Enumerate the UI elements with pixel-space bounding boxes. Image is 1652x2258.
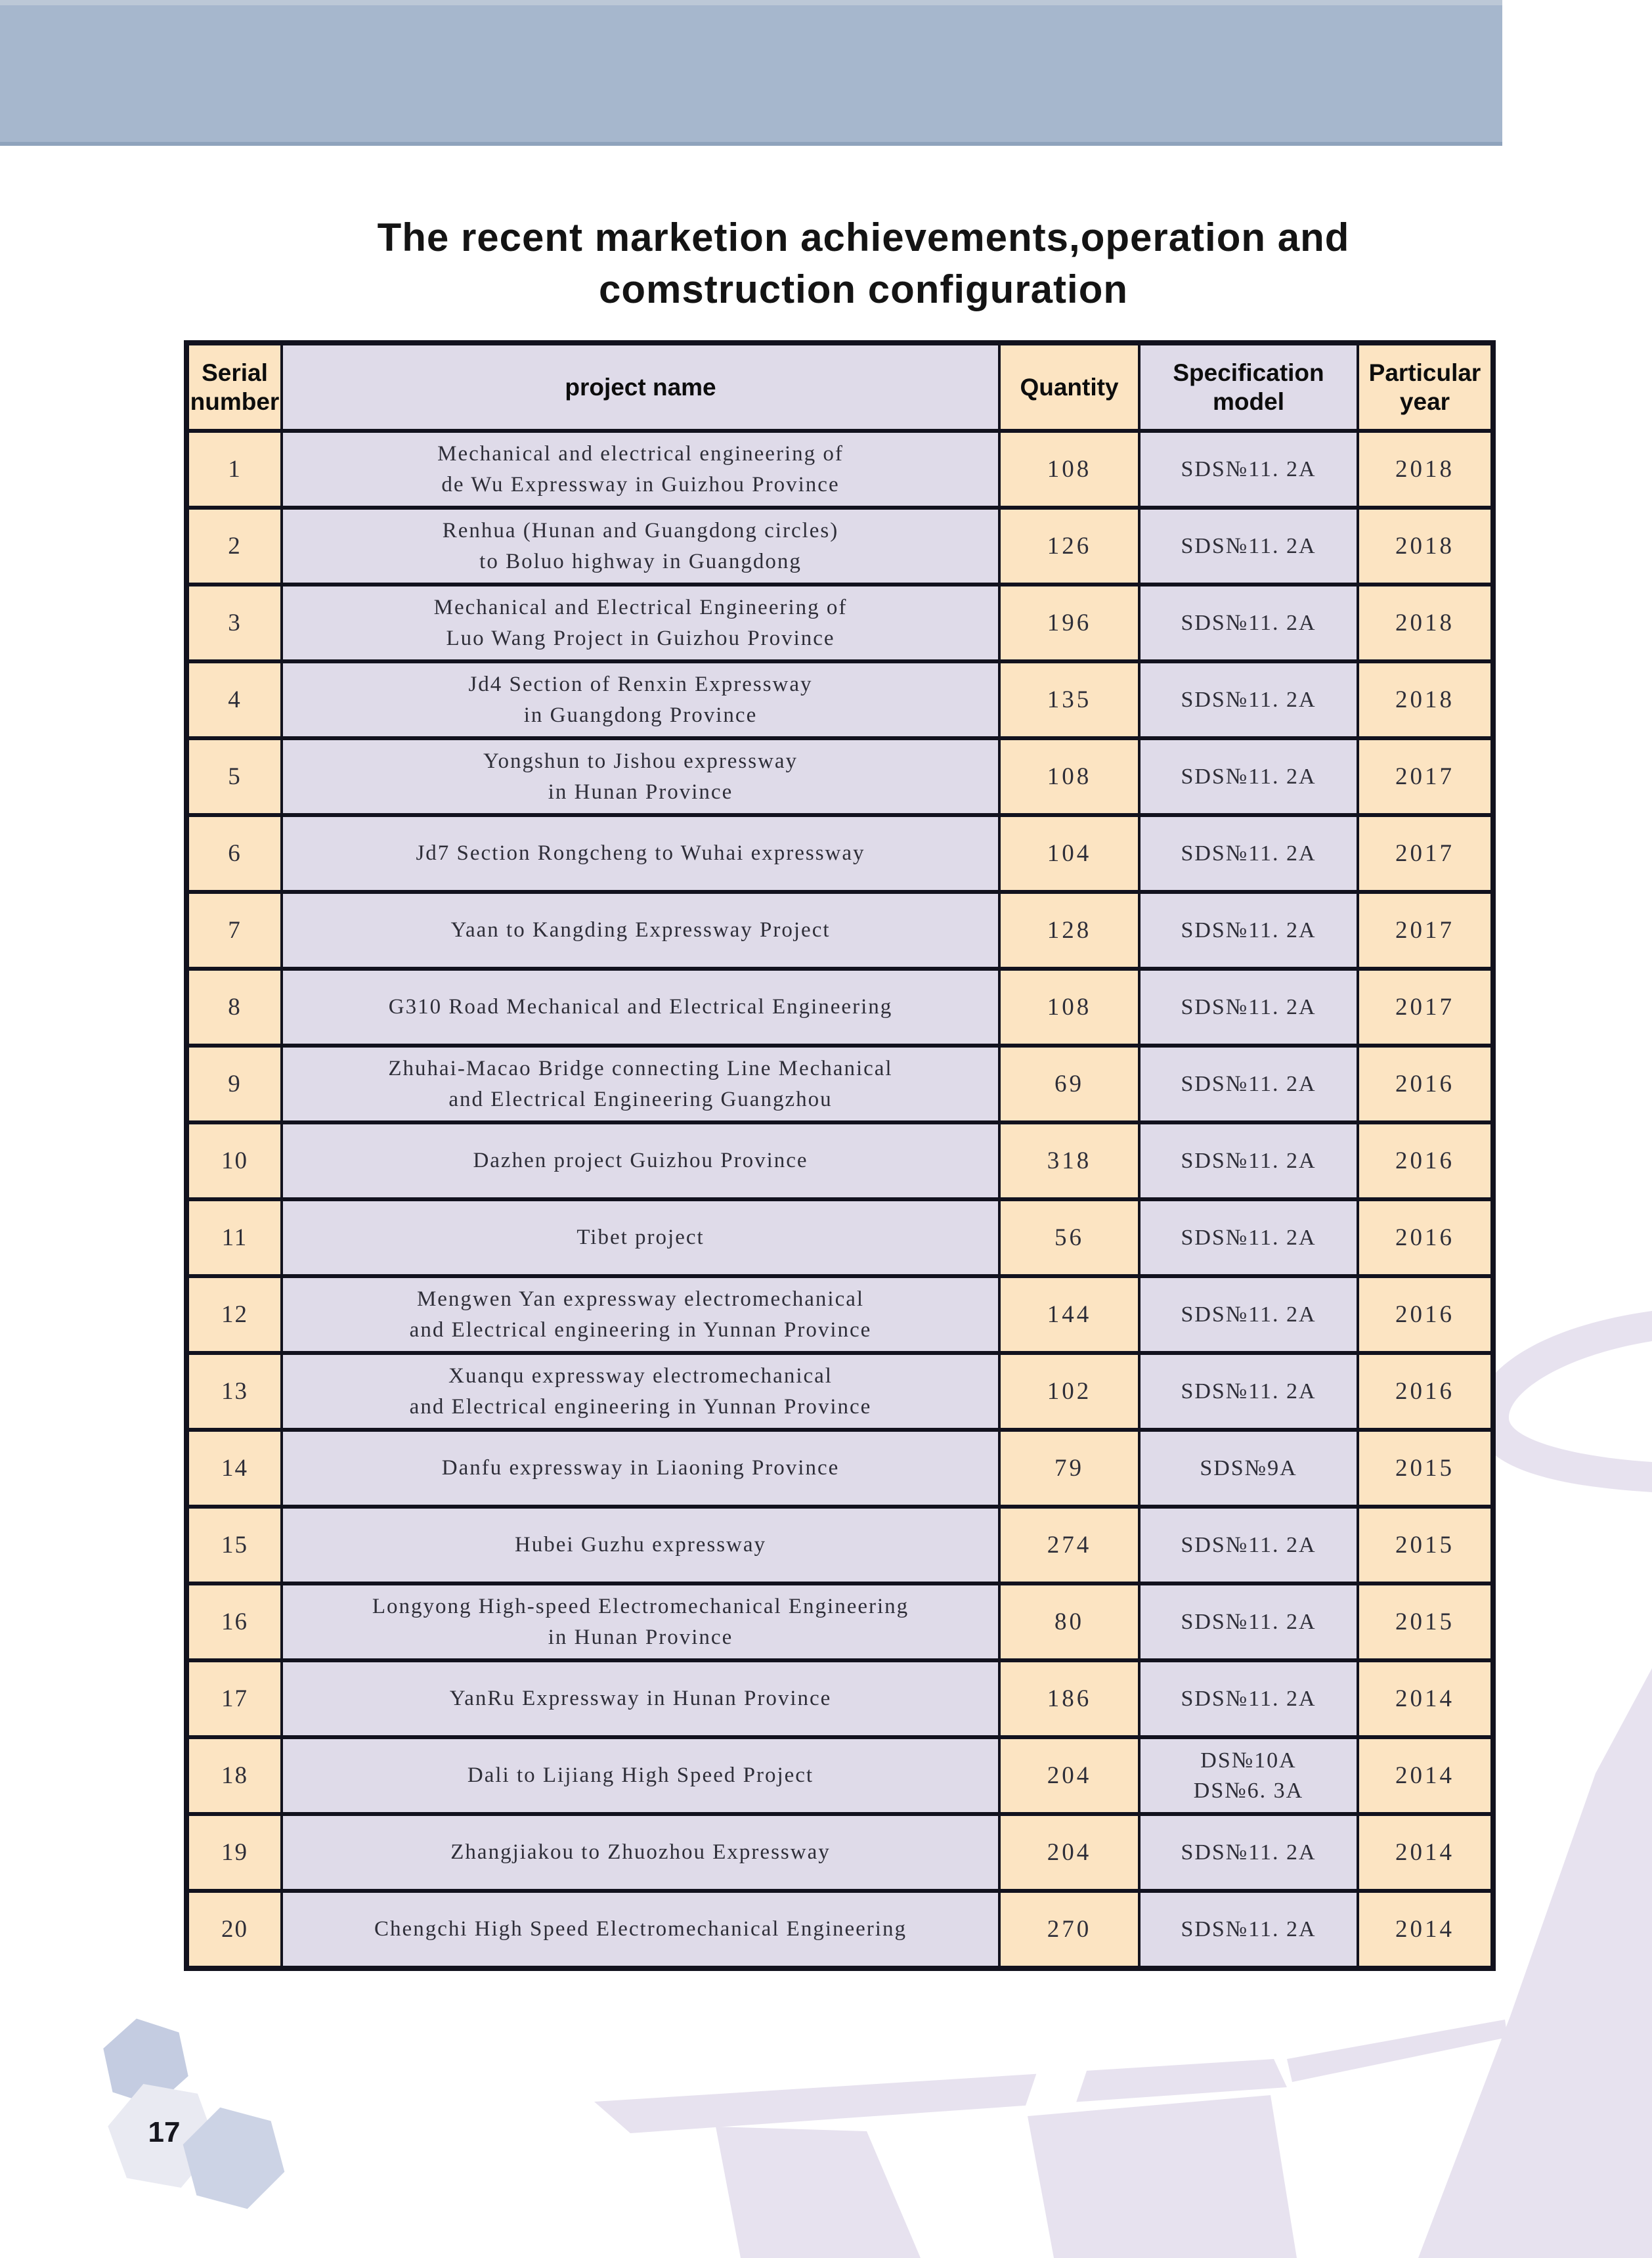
cell-serial-number: 3: [189, 587, 280, 659]
cell-specification-model: SDS№11. 2A: [1138, 433, 1357, 506]
cell-project-name: Dali to Lijiang High Speed Project: [280, 1739, 998, 1812]
cell-quantity: 69: [998, 1048, 1138, 1120]
cell-particular-year: 2014: [1357, 1739, 1490, 1812]
cell-specification-model: SDS№11. 2A: [1138, 510, 1357, 583]
cell-specification-model: SDS№9A: [1138, 1432, 1357, 1505]
cell-project-name: Mechanical and electrical engineering of de Wu Expressway in Guizhou Province: [280, 433, 998, 506]
cell-quantity: 318: [998, 1124, 1138, 1197]
table-row: [189, 1197, 1490, 1274]
table-row: [189, 1812, 1490, 1889]
table-row: [189, 1658, 1490, 1735]
left-stroke-decoration: [716, 2127, 921, 2258]
cell-quantity: 196: [998, 587, 1138, 659]
table-row: [189, 1274, 1490, 1351]
table-row: [189, 813, 1490, 890]
cell-project-name: Jd7 Section Rongcheng to Wuhai expressway: [280, 817, 998, 890]
cell-project-name: Renhua (Hunan and Guangdong circles) to Boluo highway in Guangdong: [280, 510, 998, 583]
cell-particular-year: 2016: [1357, 1124, 1490, 1197]
cell-specification-model: SDS№11. 2A: [1138, 1893, 1357, 1966]
cell-particular-year: 2014: [1357, 1662, 1490, 1735]
cell-particular-year: 2016: [1357, 1201, 1490, 1274]
header-project-name: project name: [280, 345, 998, 429]
table-header-row: [189, 345, 1490, 429]
cell-serial-number: 6: [189, 817, 280, 890]
cell-project-name: Tibet project: [280, 1201, 998, 1274]
table-row: [189, 1889, 1490, 1966]
cell-serial-number: 16: [189, 1585, 280, 1658]
cell-project-name: Mechanical and Electrical Engineering of Luo Wang Project in Guizhou Province: [280, 587, 998, 659]
cell-serial-number: 7: [189, 894, 280, 967]
table-row: [189, 967, 1490, 1044]
cell-quantity: 80: [998, 1585, 1138, 1658]
table-row: [189, 506, 1490, 583]
cell-specification-model: DS№10A DS№6. 3A: [1138, 1739, 1357, 1812]
cell-project-name: Zhangjiakou to Zhuozhou Expressway: [280, 1816, 998, 1889]
cell-serial-number: 12: [189, 1278, 280, 1351]
cell-quantity: 274: [998, 1509, 1138, 1582]
cell-particular-year: 2018: [1357, 510, 1490, 583]
table-row: [189, 1120, 1490, 1197]
cell-quantity: 135: [998, 663, 1138, 736]
header-specification-model: Specification model: [1138, 345, 1357, 429]
cell-particular-year: 2018: [1357, 587, 1490, 659]
cell-specification-model: SDS№11. 2A: [1138, 587, 1357, 659]
cell-project-name: Danfu expressway in Liaoning Province: [280, 1432, 998, 1505]
cell-serial-number: 20: [189, 1893, 280, 1966]
cell-particular-year: 2015: [1357, 1432, 1490, 1505]
cell-serial-number: 17: [189, 1662, 280, 1735]
cell-project-name: Zhuhai-Macao Bridge connecting Line Mechanical and Electrical Engineering Guangzhou: [280, 1048, 998, 1120]
cell-particular-year: 2015: [1357, 1509, 1490, 1582]
cell-quantity: 204: [998, 1739, 1138, 1812]
page-title-line2: comstruction configuration: [599, 267, 1128, 311]
cell-quantity: 144: [998, 1278, 1138, 1351]
cell-project-name: Hubei Guzhu expressway: [280, 1509, 998, 1582]
cell-quantity: 102: [998, 1355, 1138, 1428]
cell-specification-model: SDS№11. 2A: [1138, 971, 1357, 1044]
cell-serial-number: 2: [189, 510, 280, 583]
cell-serial-number: 13: [189, 1355, 280, 1428]
cell-serial-number: 10: [189, 1124, 280, 1197]
cell-particular-year: 2014: [1357, 1816, 1490, 1889]
cell-serial-number: 19: [189, 1816, 280, 1889]
cell-particular-year: 2016: [1357, 1048, 1490, 1120]
cell-particular-year: 2016: [1357, 1278, 1490, 1351]
page-title-line1: The recent marketion achievements,operation and: [377, 215, 1350, 259]
cell-quantity: 79: [998, 1432, 1138, 1505]
cell-particular-year: 2016: [1357, 1355, 1490, 1428]
top-band: [0, 0, 1502, 146]
cell-project-name: Mengwen Yan expressway electromechanical and Electrical engineering in Yunnan Province: [280, 1278, 998, 1351]
cell-specification-model: SDS№11. 2A: [1138, 1509, 1357, 1582]
sliver-band-decoration: [1287, 2020, 1508, 2082]
vertical-stroke-decoration: [1028, 2095, 1297, 2258]
cell-quantity: 186: [998, 1662, 1138, 1735]
cell-particular-year: 2017: [1357, 894, 1490, 967]
cell-quantity: 128: [998, 894, 1138, 967]
cell-quantity: 108: [998, 433, 1138, 506]
cell-particular-year: 2014: [1357, 1893, 1490, 1966]
table-row: [189, 1044, 1490, 1120]
cell-specification-model: SDS№11. 2A: [1138, 1278, 1357, 1351]
page-number: 17: [148, 2116, 181, 2148]
header-particular-year: Particular year: [1357, 345, 1490, 429]
table-row: [189, 1351, 1490, 1428]
cell-serial-number: 11: [189, 1201, 280, 1274]
projects-table: [184, 340, 1496, 1971]
cell-specification-model: SDS№11. 2A: [1138, 1585, 1357, 1658]
cell-particular-year: 2015: [1357, 1585, 1490, 1658]
cell-specification-model: SDS№11. 2A: [1138, 1048, 1357, 1120]
cell-quantity: 204: [998, 1816, 1138, 1889]
page-title: [184, 211, 1543, 315]
cell-project-name: Longyong High-speed Electromechanical Engineering in Hunan Province: [280, 1585, 998, 1658]
cell-specification-model: SDS№11. 2A: [1138, 1355, 1357, 1428]
cell-serial-number: 5: [189, 740, 280, 813]
table-body: [189, 429, 1490, 1966]
cell-project-name: YanRu Expressway in Hunan Province: [280, 1662, 998, 1735]
cell-serial-number: 9: [189, 1048, 280, 1120]
header-serial-number: Serial number: [189, 345, 280, 429]
cell-serial-number: 8: [189, 971, 280, 1044]
cell-project-name: Xuanqu expressway electromechanical and Electrical engineering in Yunnan Province: [280, 1355, 998, 1428]
cell-specification-model: SDS№11. 2A: [1138, 1662, 1357, 1735]
table-row: [189, 736, 1490, 813]
cell-quantity: 56: [998, 1201, 1138, 1274]
header-quantity: Quantity: [998, 345, 1138, 429]
cell-particular-year: 2017: [1357, 740, 1490, 813]
table-row: [189, 1428, 1490, 1505]
cell-serial-number: 15: [189, 1509, 280, 1582]
cell-particular-year: 2018: [1357, 663, 1490, 736]
cell-quantity: 126: [998, 510, 1138, 583]
cell-specification-model: SDS№11. 2A: [1138, 740, 1357, 813]
cell-quantity: 108: [998, 740, 1138, 813]
cell-serial-number: 1: [189, 433, 280, 506]
cell-specification-model: SDS№11. 2A: [1138, 817, 1357, 890]
cell-specification-model: SDS№11. 2A: [1138, 663, 1357, 736]
cell-specification-model: SDS№11. 2A: [1138, 1124, 1357, 1197]
table-row: [189, 1505, 1490, 1582]
cell-serial-number: 4: [189, 663, 280, 736]
cell-particular-year: 2018: [1357, 433, 1490, 506]
cell-quantity: 104: [998, 817, 1138, 890]
cell-project-name: Yaan to Kangding Expressway Project: [280, 894, 998, 967]
table-row: [189, 659, 1490, 736]
cell-project-name: Chengchi High Speed Electromechanical Engineering: [280, 1893, 998, 1966]
cell-project-name: G310 Road Mechanical and Electrical Engineering: [280, 971, 998, 1044]
table-row: [189, 583, 1490, 659]
cell-specification-model: SDS№11. 2A: [1138, 1201, 1357, 1274]
cell-specification-model: SDS№11. 2A: [1138, 894, 1357, 967]
cell-serial-number: 14: [189, 1432, 280, 1505]
cell-particular-year: 2017: [1357, 817, 1490, 890]
cell-quantity: 108: [998, 971, 1138, 1044]
cell-particular-year: 2017: [1357, 971, 1490, 1044]
cell-project-name: Dazhen project Guizhou Province: [280, 1124, 998, 1197]
cell-project-name: Jd4 Section of Renxin Expressway in Guangdong Province: [280, 663, 998, 736]
table-row: [189, 890, 1490, 967]
cell-project-name: Yongshun to Jishou expressway in Hunan Province: [280, 740, 998, 813]
cell-specification-model: SDS№11. 2A: [1138, 1816, 1357, 1889]
table-row: [189, 1582, 1490, 1658]
table-row: [189, 1735, 1490, 1812]
crescent-arc-decoration: [1475, 1311, 1652, 1492]
cell-serial-number: 18: [189, 1739, 280, 1812]
cell-quantity: 270: [998, 1893, 1138, 1966]
table-row: [189, 429, 1490, 506]
